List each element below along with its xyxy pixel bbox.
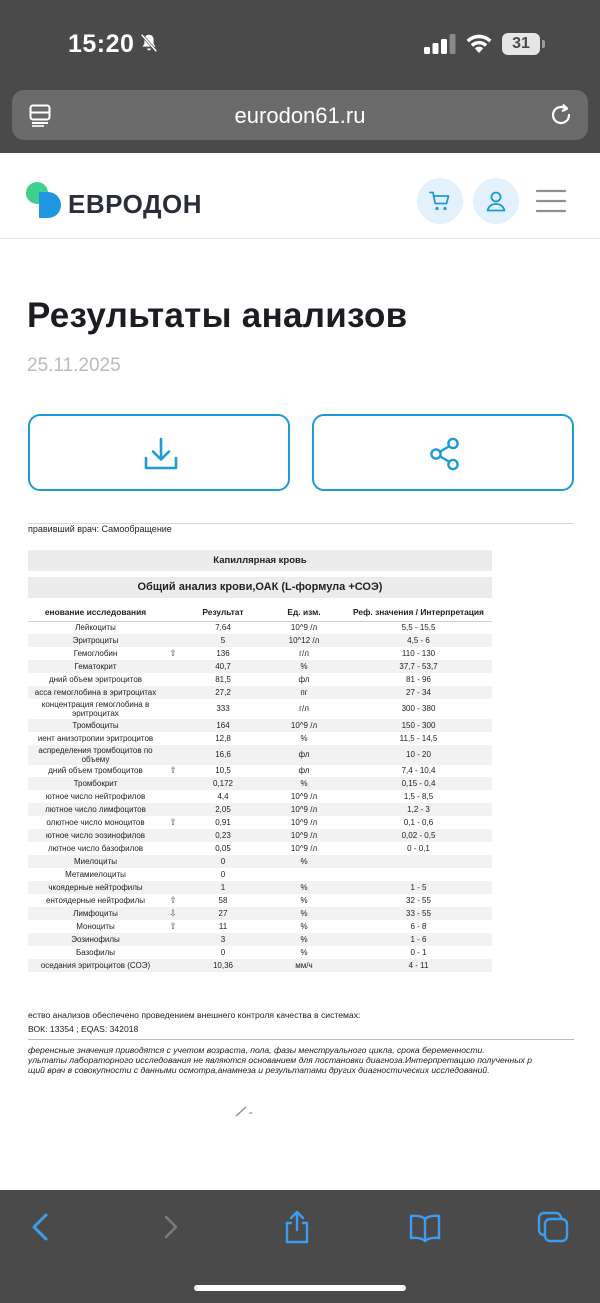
result-reference: 0,15 - 0,4: [345, 777, 492, 790]
result-name: [28, 777, 163, 790]
result-reference: 0 - 1: [410, 947, 427, 957]
result-value: 16,6: [183, 745, 263, 765]
result-unit: г/л: [299, 704, 309, 714]
result-row: [28, 881, 492, 894]
result-name-text: Моноциты: [76, 921, 115, 931]
result-name: [28, 855, 163, 868]
result-flag-icon: ⇧: [169, 817, 177, 828]
result-value: 5: [183, 634, 263, 647]
result-name-text: Гематокрит: [74, 661, 117, 671]
results-date: 25.11.2025: [27, 355, 121, 376]
referring-doctor-line: правивший врач: Самообращение: [28, 524, 172, 534]
result-unit: 10^9 /л: [290, 844, 318, 854]
result-value: 10,5: [215, 766, 231, 776]
result-flag-icon: [163, 855, 183, 868]
result-name: [28, 907, 163, 920]
result-reference: 1,5 - 8,5: [403, 792, 434, 802]
quality-line-2: ВОК: 13354 ; EQAS: 342018: [28, 1024, 139, 1034]
result-value: 2,05: [183, 803, 263, 816]
result-reference: [345, 855, 492, 868]
result-row: [28, 842, 492, 855]
result-row: [28, 732, 492, 745]
result-row: [28, 777, 492, 790]
disclaimer-notes: [28, 1045, 574, 1075]
home-indicator[interactable]: [194, 1285, 406, 1291]
result-reference: 300 - 380: [401, 704, 436, 714]
result-name: [28, 946, 163, 959]
result-flag-icon: [163, 946, 183, 959]
result-name-text: дний объем эритроцитов: [48, 674, 143, 684]
result-value: 3: [183, 933, 263, 946]
result-name: [28, 842, 163, 855]
notes-rule: [28, 1039, 574, 1040]
result-reference: 11,5 - 14,5: [399, 733, 438, 743]
result-row: [28, 894, 492, 907]
result-row: [28, 621, 492, 634]
result-flag-icon: [163, 732, 183, 745]
col-header-flag: [163, 604, 183, 621]
result-flag-icon: [163, 634, 183, 647]
result-name: [28, 699, 163, 719]
notes-line-2: ультаты лабораторного исследования не являются основанием для постановки диагноза.Интерпретацию полученных р: [28, 1055, 533, 1065]
result-unit: пг: [263, 686, 345, 699]
result-name-text: Базофилы: [75, 947, 116, 957]
result-name-text: Эритроциты: [72, 635, 119, 645]
site-header: [0, 153, 600, 239]
eurodon-logo-icon[interactable]: [26, 182, 66, 220]
result-value: 136: [216, 648, 230, 658]
download-button[interactable]: [28, 414, 290, 491]
result-name-text: ютное число нейтрофилов: [45, 792, 146, 802]
result-reference: [345, 868, 492, 881]
result-flag-icon: [163, 621, 183, 634]
result-name: [28, 745, 163, 765]
result-flag-icon: [163, 933, 183, 946]
result-name-text: иент анизотропии эритроцитов: [37, 733, 154, 743]
result-name: [28, 790, 163, 803]
result-name-text: ентоядерные нейтрофилы: [46, 895, 145, 905]
result-unit: %: [300, 895, 308, 905]
signature-mark: [234, 1104, 258, 1118]
result-reference: 7,4 - 10,4: [401, 766, 436, 776]
result-name: [28, 647, 163, 660]
result-name: [28, 920, 163, 933]
result-row: [28, 855, 492, 868]
url-text[interactable]: eurodon61.ru: [234, 103, 366, 128]
result-name-text: Лейкоциты: [75, 623, 116, 633]
result-name-text: олютное число моноцитов: [46, 818, 145, 828]
sample-type-band: Капиллярная кровь: [28, 550, 492, 571]
status-time: 15:20: [68, 30, 135, 58]
result-flag-icon: [163, 790, 183, 803]
result-row: [28, 765, 492, 778]
user-icon: [484, 189, 508, 213]
result-flag-icon: [163, 959, 183, 972]
result-name: [28, 881, 163, 894]
quality-line-1: ество анализов обеспечено проведением внешнего контроля качества в системах:: [28, 1010, 361, 1020]
results-body: [28, 621, 492, 972]
result-unit: 10^9 /л: [290, 792, 318, 802]
forward-icon[interactable]: [154, 1210, 188, 1244]
result-name-text: Миелоциты: [74, 857, 117, 867]
result-name: [28, 868, 163, 881]
result-reference: 0,1 - 0,6: [403, 818, 434, 828]
bookmarks-icon[interactable]: [408, 1210, 442, 1244]
result-name: [28, 933, 163, 946]
result-flag-icon: ⇩: [163, 907, 183, 920]
result-unit: %: [263, 855, 345, 868]
result-unit: 10^9 /л: [290, 818, 318, 828]
result-value: 333: [216, 704, 230, 714]
result-unit: 10^9 /л: [263, 803, 345, 816]
result-value: 10,36: [183, 959, 263, 972]
result-value: 27: [183, 907, 263, 920]
result-reference: 5,5 - 15,5: [401, 623, 436, 633]
result-flag-icon: ⇧: [169, 920, 177, 931]
result-reference: 0 - 0,1: [407, 844, 430, 854]
result-name-text: оседания эритроцитов (СОЭ): [40, 960, 151, 970]
result-flag-icon: [163, 745, 183, 765]
result-unit: г/л: [299, 648, 309, 658]
result-reference: 0,02 - 0,5: [345, 829, 492, 842]
result-name: [28, 829, 163, 842]
result-reference: 150 - 300: [345, 719, 492, 732]
result-flag-icon: ⇧: [169, 647, 177, 658]
logo-text[interactable]: ЕВРОДОН: [68, 189, 203, 219]
result-row: [28, 920, 492, 933]
share-button[interactable]: [312, 414, 574, 491]
result-name-text: Тромбоциты: [72, 720, 119, 730]
result-flag-icon: [163, 868, 183, 881]
share-sheet-icon[interactable]: [280, 1210, 314, 1244]
browser-top-chrome: [0, 0, 600, 153]
result-name-text: лютное число базофилов: [47, 844, 144, 854]
result-name: [28, 621, 163, 634]
cart-icon: [428, 189, 452, 213]
profile-button[interactable]: [473, 178, 519, 224]
result-row: [28, 803, 492, 816]
result-row: [28, 790, 492, 803]
battery-level: 31: [502, 33, 540, 55]
result-unit: %: [263, 933, 345, 946]
result-unit: %: [300, 947, 308, 957]
result-reference: 4,5 - 6: [345, 634, 492, 647]
result-reference: 110 - 130: [401, 648, 436, 658]
result-name-text: аспределения тромбоцитов по объему: [38, 745, 153, 764]
result-reference: 1 - 5: [345, 881, 492, 894]
quality-control-note: [28, 1008, 360, 1036]
result-value: 81,5: [215, 674, 231, 684]
result-value: 0,172: [183, 777, 263, 790]
col-header-reference: Реф. значения / Интерпретация: [345, 604, 492, 621]
result-unit: фл: [298, 674, 310, 684]
results-header-row: [28, 604, 492, 621]
result-reference: 10 - 20: [345, 745, 492, 765]
share-icon: [427, 436, 463, 472]
back-icon[interactable]: [24, 1210, 58, 1244]
result-unit: фл: [263, 745, 345, 765]
result-flag-icon: [163, 777, 183, 790]
result-unit: 10^12 /л: [263, 634, 345, 647]
result-flag-icon: ⇧: [169, 894, 177, 905]
browser-toolbar: [0, 1190, 600, 1303]
result-name: [28, 673, 163, 686]
result-row: [28, 699, 492, 719]
result-value: 0: [220, 947, 226, 957]
col-header-name: енование исследования: [28, 604, 163, 621]
result-name-text: Метамиелоциты: [65, 869, 126, 879]
result-name-text: Эозинофилы: [71, 934, 120, 944]
result-name-text: дний объем тромбоцитов: [48, 766, 143, 776]
result-value: 40,7: [183, 660, 263, 673]
result-name-text: Гемоглобин: [73, 648, 118, 658]
page-title: Результаты анализов: [27, 296, 408, 335]
result-row: [28, 673, 492, 686]
result-value: 58: [218, 895, 228, 905]
result-row: [28, 959, 492, 972]
result-name-text: концентрация гемоглобина в эритроцитах: [41, 699, 150, 718]
result-unit: %: [263, 660, 345, 673]
result-row: [28, 933, 492, 946]
result-reference: 4 - 11: [345, 959, 492, 972]
result-name: [28, 765, 163, 778]
result-reference: 1 - 6: [345, 933, 492, 946]
result-unit: 10^9 /л: [290, 623, 318, 633]
download-icon: [143, 436, 179, 472]
wifi-icon: [464, 32, 494, 54]
result-unit: [263, 868, 345, 881]
result-row: [28, 907, 492, 920]
result-value: 0: [183, 855, 263, 868]
result-row: [28, 647, 492, 660]
result-reference: 1,2 - 3: [345, 803, 492, 816]
result-row: [28, 634, 492, 647]
result-value: 0,05: [215, 844, 231, 854]
result-value: 0,23: [183, 829, 263, 842]
result-name: [28, 803, 163, 816]
result-name: [28, 959, 163, 972]
result-row: [28, 719, 492, 732]
result-flag-icon: [163, 699, 183, 719]
result-unit: %: [263, 777, 345, 790]
result-flag-icon: [163, 842, 183, 855]
result-unit: 10^9 /л: [263, 719, 345, 732]
result-unit: мм/ч: [263, 959, 345, 972]
result-reference: 32 - 55: [406, 895, 431, 905]
result-row: [28, 816, 492, 829]
result-name: [28, 719, 163, 732]
tabs-icon[interactable]: [536, 1210, 570, 1244]
bell-slash-icon: [138, 32, 160, 54]
result-value: 0: [220, 869, 226, 879]
result-unit: %: [263, 907, 345, 920]
address-bar[interactable]: [12, 90, 588, 140]
result-name: [28, 894, 163, 907]
result-flag-icon: ⇧: [169, 765, 177, 776]
notes-line-1: ференсные значения приводятся с учетом возраста, пола, фазы менструального цикла, срока беременности.: [28, 1045, 485, 1055]
result-row: [28, 745, 492, 765]
result-flag-icon: [163, 803, 183, 816]
result-flag-icon: [163, 829, 183, 842]
result-flag-icon: [163, 660, 183, 673]
result-name-text: чкоядерные нейтрофилы: [48, 882, 143, 892]
result-unit: фл: [298, 766, 310, 776]
result-row: [28, 868, 492, 881]
result-unit: %: [300, 733, 308, 743]
hamburger-menu-icon[interactable]: [536, 188, 566, 214]
result-value: 4,4: [217, 792, 229, 802]
result-name-text: Тромбокрит: [73, 779, 118, 789]
result-value: 11: [218, 921, 228, 931]
result-name: [28, 816, 163, 829]
result-name: [28, 686, 163, 699]
result-reference: 6 - 8: [410, 921, 427, 931]
results-table: [28, 604, 492, 972]
panel-title-band: Общий анализ крови,ОАК (L-формула +СОЭ): [28, 577, 492, 598]
result-value: 1: [183, 881, 263, 894]
notes-line-3: щий врач в совокупности с данными осмотра,анамнеза и результатами других диагностических исследований.: [28, 1065, 490, 1075]
battery-tip: [542, 40, 545, 48]
result-flag-icon: [163, 719, 183, 732]
result-value: 12,8: [215, 733, 231, 743]
result-flag-icon: [163, 673, 183, 686]
col-header-result: Результат: [183, 604, 263, 621]
result-name: [28, 634, 163, 647]
result-flag-icon: [163, 686, 183, 699]
result-name: [28, 732, 163, 745]
cart-button[interactable]: [417, 178, 463, 224]
cellular-signal-icon: [424, 34, 456, 54]
reload-icon[interactable]: [548, 102, 574, 128]
result-value: 7,64: [215, 623, 231, 633]
result-reference: 33 - 55: [345, 907, 492, 920]
result-reference: 27 - 34: [345, 686, 492, 699]
result-name: [28, 660, 163, 673]
result-reference: 37,7 - 53,7: [345, 660, 492, 673]
result-reference: 81 - 96: [406, 674, 431, 684]
result-row: [28, 686, 492, 699]
result-name-text: асса гемоглобина в эритроцитах: [34, 687, 157, 697]
result-row: [28, 829, 492, 842]
result-value: 164: [183, 719, 263, 732]
result-name-text: ютное число эозинофилов: [45, 831, 146, 841]
result-value: 27,2: [183, 686, 263, 699]
result-unit: 10^9 /л: [263, 829, 345, 842]
result-row: [28, 660, 492, 673]
lab-report-document: [0, 520, 600, 1170]
result-name-text: Лимфоциты: [73, 908, 118, 918]
result-unit: %: [263, 881, 345, 894]
result-value: 0,91: [215, 818, 231, 828]
col-header-unit: Ед. изм.: [263, 604, 345, 621]
result-flag-icon: [163, 881, 183, 894]
result-name-text: лютное число лимфоцитов: [45, 805, 146, 815]
battery-indicator: [502, 33, 546, 55]
result-unit: %: [300, 921, 308, 931]
result-row: [28, 946, 492, 959]
